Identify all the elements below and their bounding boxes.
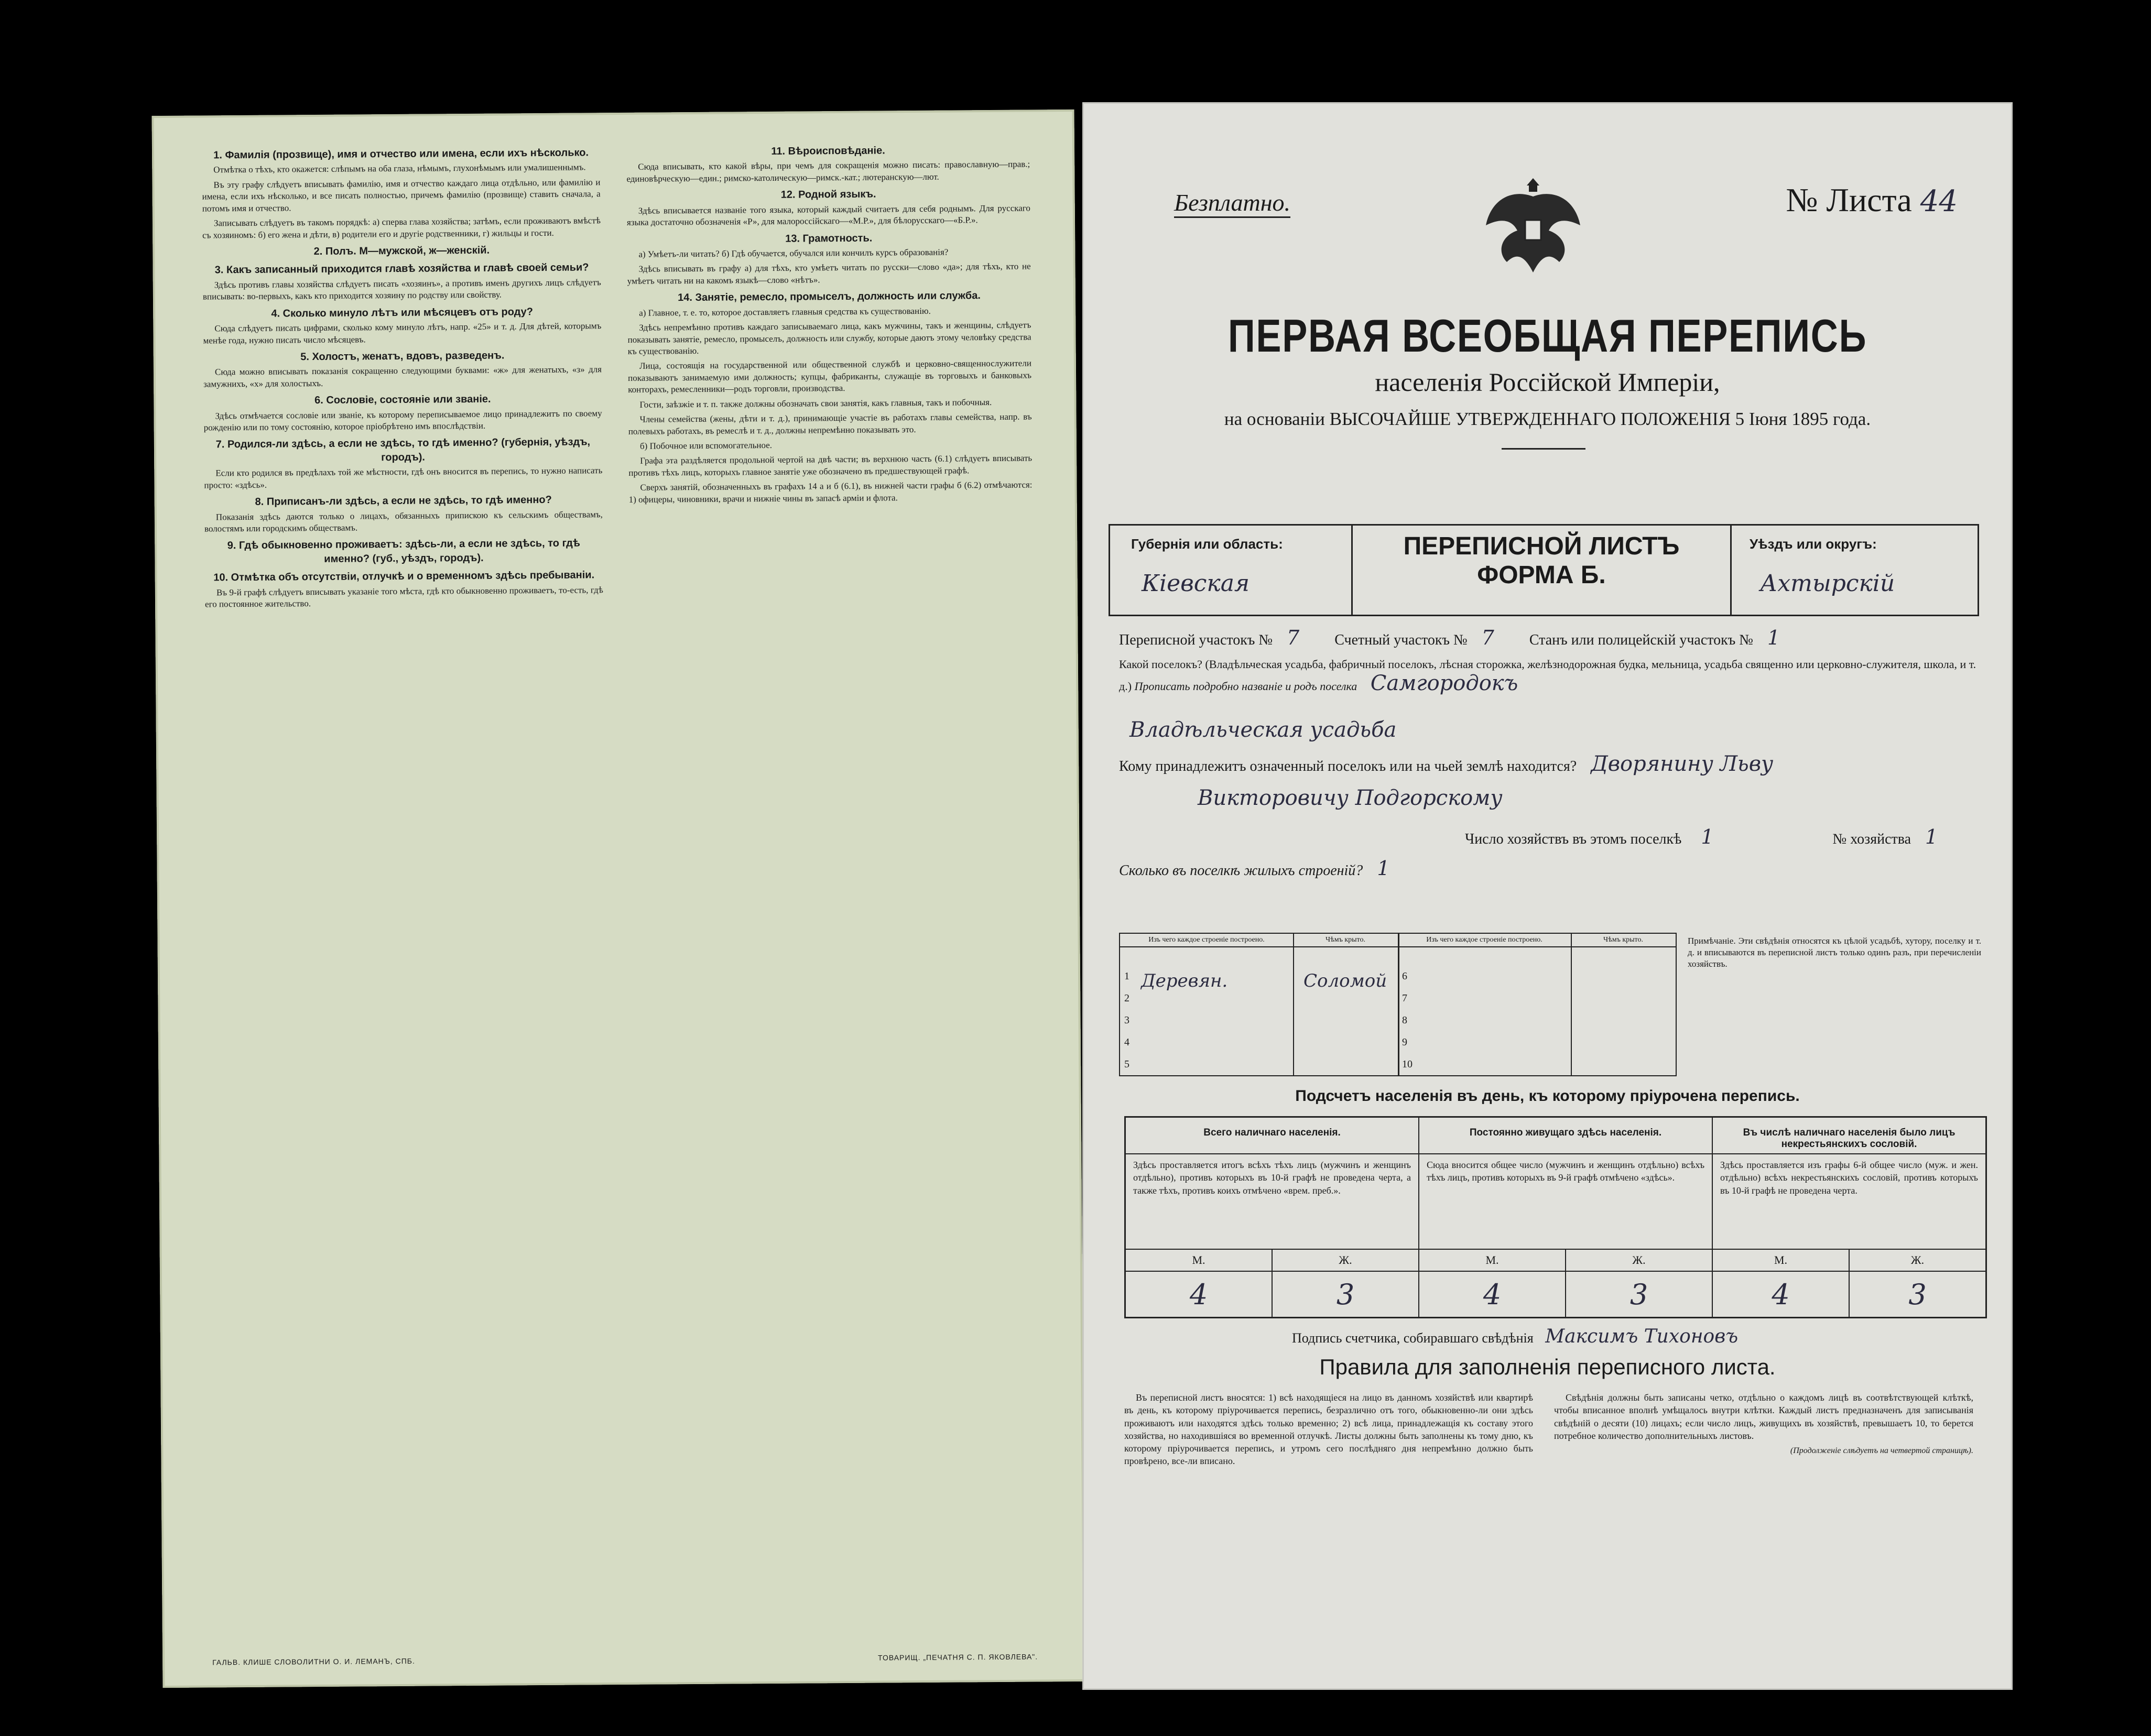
population-values	[1713, 1272, 1985, 1318]
section-heading: 8. Приписанъ-ли здѣсь, а если не здѣсь, то гдѣ именно?	[255, 494, 552, 508]
female-label: Ж.	[1339, 1253, 1352, 1266]
district-line	[1119, 626, 1780, 649]
section-text: Записывать слѣдуетъ въ такомъ порядкѣ: а) сперва глава хозяйства; затѣмъ, если проживаютъ вмѣстѣ съ хозяиномъ: б) его жена и дѣти, в) родители его и другіе родственники, г) жильцы и гости.	[202, 215, 601, 241]
section-text: Здѣсь вписывать въ графу а) для тѣхъ, кто умѣетъ читать по русски—слово «да»; для тѣхъ, кто не умѣетъ читать ни на какомъ языкѣ—слово «нѣтъ».	[627, 261, 1031, 286]
female-count: 3	[1336, 1278, 1355, 1311]
gender-header-row	[1713, 1249, 1985, 1272]
census-district-value: 7	[1287, 626, 1300, 649]
settlement-value: Самгородокъ	[1370, 671, 1518, 695]
bldg-header-roof-1: Чѣмъ крыто.	[1293, 934, 1398, 947]
census-district-label: Переписной участокъ №	[1119, 632, 1273, 648]
population-column-desc: Здѣсь проставляется итогъ всѣхъ тѣхъ лицъ (мужчинъ и женщинъ отдѣльно), противъ которыхъ въ 10-й графѣ не проведена черта, а также тѣхъ, противъ коихъ отмѣчено «врем. преб.».	[1133, 1160, 1411, 1196]
instructions-page	[152, 110, 1085, 1688]
bldg-row-number: 9	[1402, 1036, 1407, 1048]
bldg-row-number: 4	[1124, 1036, 1129, 1048]
section-text: Показанія здѣсь даются только о лицахъ, обязанныхъ припискою къ сельскимъ обществамъ, волостямъ или городскимъ обществамъ.	[204, 509, 603, 534]
section-heading: 3. Какъ записанный приходится главѣ хозяйства и главѣ своей семьи?	[214, 261, 589, 276]
divider	[1502, 448, 1585, 450]
rules-text-1: Въ переписной листъ вносятся: 1) всѣ находящіеся на лицо въ данномъ хозяйствѣ или квартирѣ въ день, къ которому пріурочивается перепись, безразлично отъ того, обыкновенно-ли они здѣсь проживаютъ или находятся здѣсь только временно; 2) всѣ лица, принадлежащія къ составу этого хозяйства, но находившіяся во временной отлучкѣ. Листы должны быть заполнены къ тому дню, къ которому пріурочивается перепись, и утромъ сего послѣдняго дня непремѣнно должно быть провѣрено, все-ли вписано.	[1124, 1392, 1533, 1467]
section-heading: 14. Занятіе, ремесло, промыселъ, должность или служба.	[677, 290, 981, 304]
count-district-value: 7	[1481, 626, 1494, 649]
sheet-number-label: № Листа	[1786, 181, 1912, 219]
bldg-row-number: 7	[1402, 992, 1407, 1004]
household-no-label: № хозяйства	[1832, 831, 1911, 847]
male-count: 4	[1713, 1272, 1850, 1318]
male-count: 4	[1126, 1272, 1273, 1318]
bldg-header-material-2: Изъ чего каждое строеніе построено.	[1398, 934, 1571, 947]
bldg-row-number: 8	[1402, 1014, 1407, 1026]
signature-line	[1292, 1326, 1738, 1347]
uezd-value: Ахтырскій	[1760, 570, 1895, 597]
section-text: Сюда вписывать, кто какой вѣры, при чемъ для сокращенія можно писать: православную—прав.; единовѣрческую—един.; римско-католическую—римск.-кат.; лютеранскую—лют.	[626, 159, 1030, 184]
form-title-block	[1351, 526, 1732, 615]
count-district-label: Счетный участокъ №	[1334, 632, 1468, 648]
gubernia-value: Кіевская	[1142, 570, 1250, 597]
bldg-header-material-1: Изъ чего каждое строеніе построено.	[1120, 934, 1293, 947]
section-text: Лица, состоящія на государственной или общественной службѣ и церковно-священнослужители показываютъ занимаемую ими должность; купцы, фабриканты, служащіе въ торговыхъ и банковыхъ конторахъ, ремесленники—родъ торговли, производства.	[627, 358, 1032, 395]
bldg-col-roof-1	[1293, 934, 1399, 1075]
section-text: Здѣсь отмѣчается сословіе или званіе, къ которому переписываемое лицо принадлежитъ по своему рожденію или по тому состоянію, которое пріобрѣтено имъ впослѣдствіи.	[203, 408, 602, 433]
rules-text-2: Свѣдѣнія должны быть записаны четко, отдѣльно о каждомъ лицѣ въ соотвѣтствующей клѣткѣ, чтобы вписанное вполнѣ умѣщалось внутри клѣтки. Каждый листъ предназначенъ для записыванія свѣдѣній о десяти (10) лицахъ; если число лицъ, живущихъ въ хозяйствѣ, превышаетъ 10, то берется потребное количество дополнительныхъ листовъ.	[1554, 1392, 1973, 1441]
section-heading: 10. Отмѣтка объ отсутствіи, отлучкѣ и о временномъ здѣсь пребываніи.	[213, 569, 595, 584]
section-text: Въ 9-й графѣ слѣдуетъ вписывать указаніе того мѣста, гдѣ кто обыкновенно проживаетъ, то-есть, гдѣ его постоянное жительство.	[204, 584, 603, 609]
region-box	[1109, 524, 1979, 616]
population-column	[1713, 1118, 1985, 1317]
bldg-roof-value: Соломой	[1303, 970, 1387, 991]
owner-line	[1119, 752, 1773, 776]
free-label: Безплатно.	[1174, 189, 1290, 218]
section-text: а) Главное, т. е. то, которое доставляетъ главныя средства къ существованію.	[639, 305, 931, 318]
section-heading: 9. Гдѣ обыкновенно проживаетъ: здѣсь-ли, а если не здѣсь, то гдѣ именно? (губ., уѣздъ, городъ).	[227, 537, 580, 565]
population-values	[1126, 1272, 1418, 1318]
bldg-row-number: 2	[1124, 992, 1129, 1004]
census-title: ПЕРВАЯ ВСЕОБЩАЯ ПЕРЕПИСЬ	[1227, 310, 1867, 362]
male-label: М.	[1419, 1250, 1566, 1271]
census-basis: на основаніи ВЫСОЧАЙШЕ УТВЕРЖДЕННАГО ПОЛОЖЕНІЯ 5 Іюня 1895 года.	[1224, 409, 1871, 429]
gender-header-row	[1126, 1249, 1418, 1272]
buildings-table	[1119, 933, 1677, 1076]
population-column	[1126, 1118, 1419, 1317]
section-text: Гости, заѣзжіе и т. п. также должны обозначать свои занятія, какъ главныя, такъ и побочныя.	[639, 397, 992, 410]
bldg-row-number: 10	[1402, 1058, 1413, 1070]
section-heading: 11. Вѣроисповѣданіе.	[771, 145, 885, 157]
printer-credit-right: ТОВАРИЩ. „ПЕЧАТНЯ С. П. ЯКОВЛЕВА".	[877, 1652, 1038, 1662]
section-text: а) Умѣетъ-ли читать? б) Гдѣ обучается, обучался или кончилъ курсъ образованія?	[638, 247, 949, 259]
bldg-row-number: 5	[1124, 1058, 1129, 1070]
section-heading: 6. Сословіе, состояніе или званіе.	[314, 393, 491, 407]
form-type: ФОРМА Б.	[1477, 561, 1606, 589]
owner-label: Кому принадлежитъ означенный поселокъ или на чьей землѣ находится?	[1119, 758, 1577, 774]
section-heading: 5. Холостъ, женатъ, вдовъ, разведенъ.	[300, 350, 505, 363]
population-column-header: Въ числѣ наличнаго населенія было лицъ некрестьянскихъ сословій.	[1713, 1118, 1985, 1154]
bldg-row-number: 3	[1124, 1014, 1129, 1026]
section-heading: 13. Грамотность.	[785, 232, 873, 245]
buildings-note: Примѣчаніе. Эти свѣдѣнія относятся къ цѣлой усадьбѣ, хутору, поселку и т. д. и вписываются въ переписной листъ только одинъ разъ, при перечисленіи хозяйствъ.	[1688, 936, 1981, 969]
section-text: Здѣсь непремѣнно противъ каждаго записываемаго лица, какъ мужчины, такъ и женщины, слѣдуетъ показывать занятіе, ремесло, промыселъ, должность или службу, которые даютъ этому человѣку средства къ существованію.	[627, 320, 1031, 356]
census-form-page	[1082, 102, 2013, 1690]
section-text: Если кто родился въ предѣлахъ той же мѣстности, гдѣ онъ вносится въ перепись, то нужно написать просто: «здѣсь».	[204, 465, 603, 490]
sheet-number	[1786, 181, 1958, 220]
instructions-column-1	[202, 141, 603, 614]
gubernia-label: Губернія или область:	[1131, 536, 1283, 552]
section-heading: 2. Полъ. М—мужской, ж—женскій.	[313, 244, 490, 258]
double-headed-eagle-emblem	[1481, 168, 1585, 288]
bldg-header-roof-2: Чѣмъ крыто.	[1571, 934, 1676, 947]
uezd-label: Уѣздъ или округъ:	[1750, 536, 1877, 552]
female-label: Ж.	[1910, 1253, 1925, 1266]
population-column	[1419, 1118, 1713, 1317]
buildings-line	[1119, 857, 1390, 880]
bldg-col-roof-2	[1571, 934, 1676, 1075]
rules-column-1	[1124, 1391, 1533, 1471]
section-heading: 12. Родной языкъ.	[780, 188, 876, 201]
households-value: 1	[1701, 825, 1714, 848]
section-text: б) Побочное или вспомогательное.	[639, 440, 773, 451]
bldg-col-material-1	[1120, 934, 1294, 1075]
bldg-row-numbers-left	[1124, 965, 1129, 1075]
bldg-material-value: Деревян.	[1141, 970, 1228, 991]
owner-value: Дворянину Льву	[1591, 752, 1774, 776]
settlement-note: Прописать подробно названіе и родъ поселка	[1134, 680, 1357, 693]
buildings-label: Сколько въ поселкѣ жилыхъ строеній?	[1119, 862, 1363, 879]
rules-column-2	[1554, 1391, 1973, 1457]
bldg-row-numbers-right	[1402, 965, 1413, 1075]
settlement-line	[1119, 658, 1984, 695]
households-line	[1465, 825, 1938, 848]
section-heading: 4. Сколько минуло лѣтъ или мѣсяцевъ отъ роду?	[271, 305, 534, 320]
population-title: Подсчетъ населенія въ день, къ которому пріурочена перепись.	[1295, 1087, 1800, 1105]
rules-title: Правила для заполненія переписного листа.	[1319, 1355, 1776, 1379]
section-text: Въ эту графу слѣдуетъ вписывать фамилію, имя и отчество каждаго лица отдѣльно, или фамилію и имена, если ихъ нѣсколько, и все писать полностью, причемъ фамилію (прозвище) ставить сначала, а потомъ имя и отчество.	[202, 177, 601, 214]
population-column-desc: Сюда вносится общее число (мужчинъ и женщинъ отдѣльно) всѣхъ тѣхъ лицъ, противъ которыхъ въ 9-й графѣ отмѣчено «здѣсь».	[1427, 1160, 1704, 1183]
bldg-row-number: 6	[1402, 970, 1407, 982]
female-label: Ж.	[1632, 1253, 1646, 1266]
section-text: Здѣсь вписывается названіе того языка, который каждый считаетъ для себя роднымъ. Для русскаго языка достаточно обозначенія «Р», для малороссійскаго—«М.Р.», для бѣлорусскаго—«Б.Р.».	[626, 203, 1030, 227]
population-column-header: Всего наличнаго населенія.	[1126, 1118, 1418, 1154]
bldg-col-material-2	[1398, 934, 1572, 1075]
population-column-header: Постоянно живущаго здѣсь населенія.	[1419, 1118, 1712, 1154]
section-text: Отмѣтка о тѣхъ, кто окажется: слѣпымъ на оба глаза, нѣмымъ, глухонѣмымъ или умалишеннымъ.	[213, 162, 586, 175]
police-district-label: Станъ или полицейскій участокъ №	[1529, 632, 1753, 648]
population-column-desc: Здѣсь проставляется изъ графы 6-й общее число (муж. и жен. отдѣльно) всѣхъ некрестьянскихъ сословій, противъ которыхъ въ 10-й графѣ не проведена черта.	[1720, 1160, 1978, 1196]
section-text: Сюда слѣдуетъ писать цифрами, сколько кому минуло лѣтъ, напр. «25» и т. д. Для дѣтей, которымъ менѣе года, нужно писать число мѣсяцевъ.	[203, 321, 602, 346]
continuation-note: (Продолженіе слѣдуетъ на четвертой страницѣ).	[1790, 1446, 1973, 1456]
sheet-number-value: 44	[1920, 184, 1958, 219]
gender-header-row	[1419, 1249, 1712, 1272]
signature-value: Максимъ Тихоновъ	[1545, 1326, 1739, 1347]
section-heading: 7. Родился-ли здѣсь, а если не здѣсь, то гдѣ именно? (губернія, уѣздъ, городъ).	[215, 436, 591, 463]
population-values	[1419, 1272, 1712, 1318]
section-text: Сюда можно вписывать показанія сокращенно следующими буквами: «ж» для женатыхъ, «з» для замужнихъ, «х» для холостыхъ.	[203, 364, 602, 389]
male-label: М.	[1713, 1250, 1850, 1271]
settlement-label: Какой поселокъ? (Владѣльческая усадьба, фабричный поселокъ, лѣсная сторожка, желѣзнодорожная будка, мельница, усадьба священно или церковно-служителя, школа, и т. д.)	[1119, 658, 1976, 693]
signature-label: Подпись счетчика, собиравшаго свѣдѣнія	[1292, 1330, 1534, 1346]
bldg-row-number: 1	[1124, 970, 1129, 982]
section-text: Здѣсь противъ главы хозяйства слѣдуетъ писать «хозяинъ», а противъ именъ другихъ лицъ слѣдуетъ вписывать: во-первыхъ, какъ кто приходится хозяину по родству или свойству.	[202, 277, 601, 302]
population-table	[1124, 1116, 1987, 1318]
buildings-value: 1	[1377, 857, 1390, 880]
instructions-column-2	[626, 138, 1033, 509]
printer-credit-left: ГАЛЬВ. КЛИШЕ СЛОВОЛИТНИ О. И. ЛЕМАНЪ, СПБ.	[212, 1656, 415, 1667]
male-count: 4	[1419, 1272, 1566, 1318]
census-subtitle: населенія Россійской Имперіи,	[1375, 367, 1720, 397]
section-text: Члены семейства (жены, дѣти и т. д.), принимающіе участіе въ работахъ главы семейства, напр. въ полевыхъ работахъ, въ ремеслѣ и т. д., должны непремѣнно показывать это.	[628, 411, 1032, 436]
female-count: 3	[1629, 1278, 1648, 1311]
owner-value-2: Викторовичу Подгорскому	[1198, 786, 1503, 810]
male-label: М.	[1126, 1250, 1273, 1271]
household-no-value: 1	[1925, 825, 1938, 848]
form-title: ПЕРЕПИСНОЙ ЛИСТЪ	[1403, 532, 1680, 560]
police-district-value: 1	[1767, 626, 1780, 649]
section-text: Сверхъ занятій, обозначенныхъ въ графахъ 14 а и б (6.1), въ нижней части графы б (6.2) отмѣчаются: 1) офицеры, чиновники, врачи и нижніе чины въ запасѣ арміи и флота.	[628, 479, 1033, 505]
households-label: Число хозяйствъ въ этомъ поселкѣ	[1465, 831, 1682, 847]
section-heading: 1. Фамилія (прозвище), имя и отчество или имена, если ихъ нѣсколько.	[213, 147, 589, 161]
section-text: Графа эта раздѣляется продольной чертой на двѣ части; въ верхнюю часть (6.1) слѣдуетъ вписывать противъ тѣхъ лицъ, которыхъ главное занятіе уже обозначено въ предшествующей графѣ.	[628, 453, 1033, 478]
settlement-type-value: Владѣльческая усадьба	[1129, 718, 1397, 742]
female-count: 3	[1908, 1278, 1927, 1311]
